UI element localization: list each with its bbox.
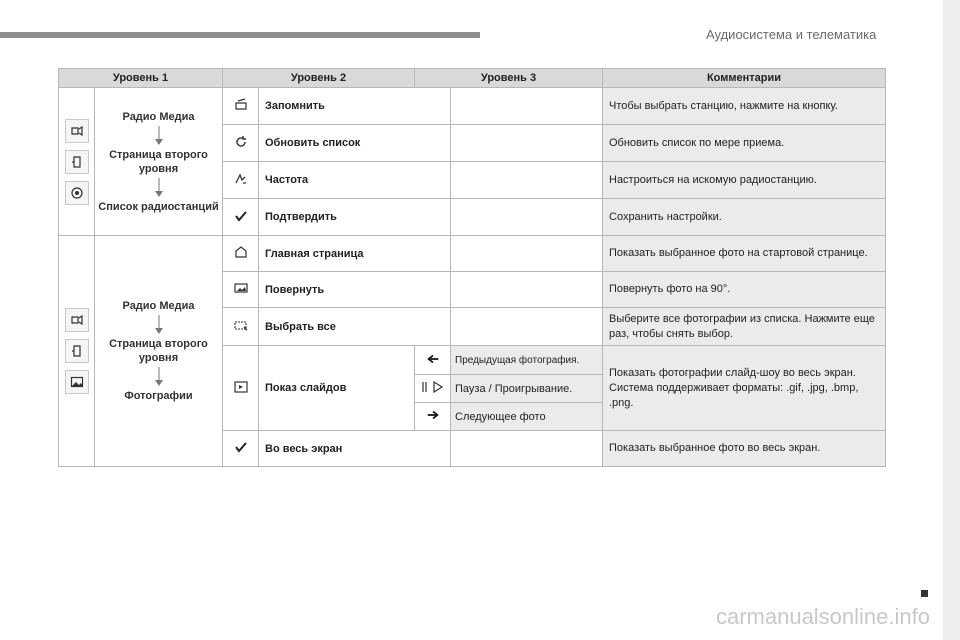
settings-table	[58, 68, 886, 467]
page-bullet	[921, 590, 928, 597]
station-list-icon	[65, 181, 89, 205]
level3-empty	[451, 308, 603, 346]
check-icon	[223, 431, 259, 467]
header-bar	[0, 32, 480, 38]
level2-path-cell	[95, 236, 223, 467]
level3-label: Повернуть	[259, 272, 451, 308]
level3-empty	[451, 88, 603, 125]
level2-path-cell	[95, 88, 223, 236]
level3-empty	[451, 272, 603, 308]
arrow-down-icon	[155, 178, 163, 198]
arrow-right-icon	[415, 403, 451, 431]
level1-icons-cell	[59, 236, 95, 467]
arrow-down-icon	[155, 367, 163, 387]
level3-label: Частота	[259, 162, 451, 199]
level3-label: Обновить список	[259, 125, 451, 162]
level2-second-page: Страница второго уровня	[109, 338, 208, 364]
level3-label: Запомнить	[259, 88, 451, 125]
level3-label: Во весь экран	[259, 431, 451, 467]
comment-text: Чтобы выбрать станцию, нажмите на кнопку.	[603, 88, 886, 125]
radio-media-icon	[65, 308, 89, 332]
arrow-down-icon	[155, 315, 163, 335]
select-all-icon	[223, 308, 259, 346]
sub-option-text: Пауза / Проигрывание.	[451, 375, 603, 403]
table-header-row	[59, 69, 886, 88]
radio-media-icon	[65, 119, 89, 143]
header-comments: Комментарии	[603, 69, 886, 88]
comment-text: Обновить список по мере приема.	[603, 125, 886, 162]
comment-text: Выберите все фотографии из списка. Нажмите еще раз, чтобы снять выбор.	[603, 308, 886, 346]
check-icon	[223, 199, 259, 236]
refresh-icon	[223, 125, 259, 162]
level3-label: Показ слайдов	[259, 346, 415, 431]
table-row	[59, 88, 886, 125]
sub-option-text: Предыдущая фотография.	[451, 346, 603, 375]
sub-option-text: Следующее фото	[451, 403, 603, 431]
level2-radio-media: Радио Медиа	[122, 300, 195, 312]
level3-label: Главная страница	[259, 236, 451, 272]
level2-photos: Фотографии	[124, 390, 193, 402]
level3-empty	[451, 431, 603, 467]
arrow-down-icon	[155, 126, 163, 146]
comment-text: Повернуть фото на 90°.	[603, 272, 886, 308]
home-page-icon	[223, 236, 259, 272]
settings-page-icon	[65, 339, 89, 363]
level2-radio-media: Радио Медиа	[122, 110, 195, 123]
header-level-2: Уровень 2	[223, 69, 415, 88]
watermark: carmanualsonline.info	[715, 604, 930, 629]
level1-icons-cell	[59, 88, 95, 236]
comment-text: Показать фотографии слайд-шоу во весь экран. Система поддерживает форматы: .gif, .jpg, .bmp, .png.	[603, 346, 886, 431]
frequency-icon	[223, 162, 259, 199]
page-header-title: Аудиосистема и телематика	[706, 27, 877, 42]
settings-page-icon	[65, 150, 89, 174]
comment-text: Сохранить настройки.	[603, 199, 886, 236]
level2-station-list: Список радиостанций	[98, 200, 219, 213]
arrow-left-icon	[415, 346, 451, 375]
table-row	[59, 236, 886, 272]
level3-label: Выбрать все	[259, 308, 451, 346]
comment-text: Показать выбранное фото во весь экран.	[603, 431, 886, 467]
level3-empty	[451, 236, 603, 272]
level2-second-page: Страница второго уровня	[109, 148, 208, 175]
slideshow-icon	[223, 346, 259, 431]
level3-label: Подтвердить	[259, 199, 451, 236]
save-station-icon	[223, 88, 259, 125]
header-level-1: Уровень 1	[59, 69, 223, 88]
header-level-3: Уровень 3	[415, 69, 603, 88]
right-margin-band	[943, 0, 960, 640]
photos-icon	[65, 370, 89, 394]
comment-text: Настроиться на искомую радиостанцию.	[603, 162, 886, 199]
comment-text: Показать выбранное фото на стартовой странице.	[603, 236, 886, 272]
rotate-icon	[223, 272, 259, 308]
level3-empty	[451, 199, 603, 236]
pause-play-icon	[415, 375, 451, 403]
level3-empty	[451, 125, 603, 162]
level3-empty	[451, 162, 603, 199]
